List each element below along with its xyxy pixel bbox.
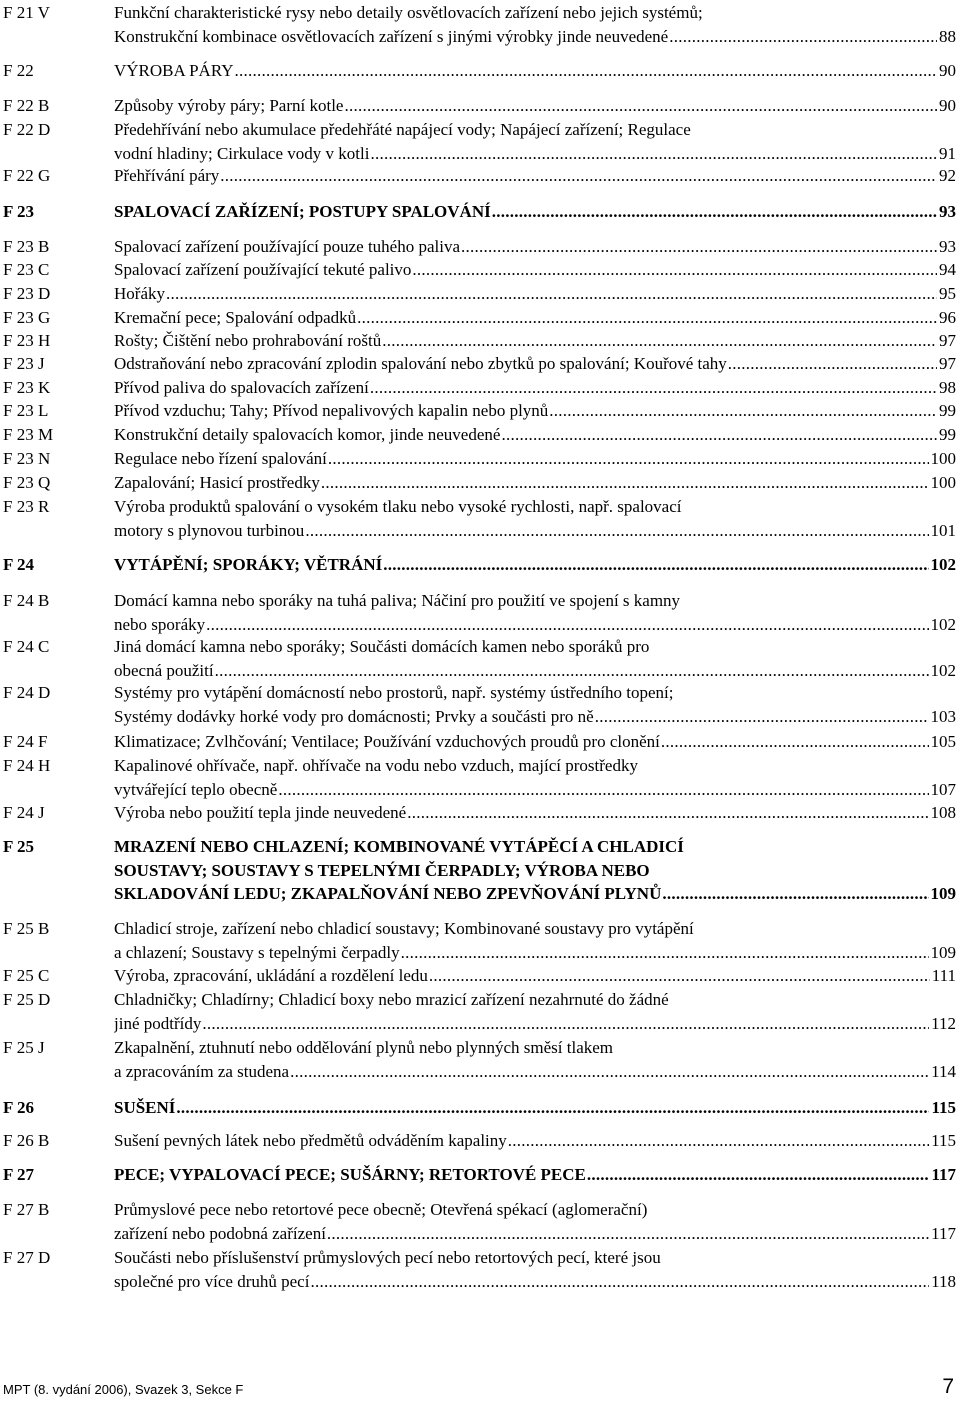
toc-entry-title-line	[114, 964, 956, 988]
toc-entry-page-number: 118	[931, 1271, 956, 1291]
toc-entry-title-line	[114, 282, 956, 306]
toc-entry-title-line	[114, 25, 956, 49]
toc-entry-title	[114, 258, 956, 282]
dot-leader	[429, 964, 930, 988]
toc-entry-code: F 25	[3, 837, 35, 856]
toc-entry-page-number: 95	[939, 284, 956, 303]
toc-entry-page-number: 100	[930, 473, 956, 492]
toc-entry-title-line	[114, 329, 956, 353]
toc-entry	[0, 1246, 960, 1293]
dot-leader	[357, 306, 937, 330]
toc-entry	[0, 282, 960, 306]
toc-entry-title-text: Hořáky	[114, 284, 165, 303]
toc-entry-page-number: 109	[930, 942, 956, 962]
footer-page-number: 7	[942, 1375, 954, 1398]
toc-entry-page-number: 108	[930, 803, 956, 822]
toc-entry-code: F 23 B	[3, 237, 50, 256]
toc-entry-page-number: 93	[939, 202, 956, 221]
toc-entry-title-line: Kapalinové ohřívače, např. ohřívače na vodu nebo vzduch, mající prostředky	[114, 756, 638, 775]
dot-leader	[461, 235, 937, 259]
toc-entry	[0, 59, 960, 83]
toc-entry-title-text: Regulace nebo řízení spalování	[114, 449, 327, 468]
toc-entry	[0, 917, 960, 964]
toc-entry-title-text: Spalovací zařízení používající tekuté palivo	[114, 260, 412, 279]
toc-entry-title-text: motory s plynovou turbinou	[114, 520, 305, 540]
toc-entry-title-line	[114, 59, 956, 83]
toc-entry-title	[114, 200, 956, 224]
toc-entry	[0, 1036, 960, 1083]
toc-entry-title-line	[114, 258, 956, 282]
toc-entry-page-number: 103	[930, 706, 956, 726]
toc-entry-title-text: Výroba nebo použití tepla jinde neuvedené	[114, 803, 407, 822]
toc-entry	[0, 471, 960, 495]
toc-entry-title-line: Domácí kamna nebo sporáky na tuhá paliva; Náčiní pro použití ve spojení s kamny	[114, 591, 681, 610]
toc-entry-title-line: Výroba produktů spalování o vysokém tlaku nebo vysoké rychlosti, např. spalovací	[114, 497, 682, 516]
toc-entry	[0, 1, 960, 48]
toc-entry	[0, 235, 960, 259]
dot-leader	[176, 1096, 929, 1120]
toc-entry-title-line	[114, 1129, 956, 1153]
toc-entry	[0, 399, 960, 423]
toc-entry	[0, 964, 960, 988]
toc-entry-title-text: Zapalování; Hasicí prostředky	[114, 473, 320, 492]
toc-entry-code: F 24 F	[3, 732, 48, 751]
toc-entry-page-number: 117	[931, 1223, 956, 1243]
toc-entry-code: F 27 B	[3, 1200, 50, 1219]
toc-entry-title-line: Chladicí stroje, zařízení nebo chladicí soustavy; Kombinované soustavy pro vytápění	[114, 919, 694, 938]
toc-entry-title-line	[114, 553, 956, 577]
toc-entry-title-line	[114, 659, 956, 683]
toc-entry-title-line	[114, 778, 956, 802]
toc-entry-page-number: 102	[930, 660, 956, 680]
toc-entry-code: F 23 H	[3, 331, 51, 350]
toc-entry-code: F 26	[3, 1098, 35, 1117]
toc-entry-title-text: Spalovací zařízení používající pouze tuhého paliva	[114, 237, 461, 256]
toc-entry-title	[114, 988, 956, 1035]
toc-entry-page-number: 112	[931, 1013, 956, 1033]
toc-entry	[0, 423, 960, 447]
toc-entry-title-text: obecná použití	[114, 660, 214, 680]
toc-entry	[0, 376, 960, 400]
toc-entry-title-line	[114, 1222, 956, 1246]
toc-entry-code: F 23 J	[3, 354, 45, 373]
toc-entry-title-line	[114, 447, 956, 471]
toc-entry	[0, 754, 960, 801]
toc-entry-title-line	[114, 471, 956, 495]
toc-entry-page-number: 107	[930, 779, 956, 799]
toc-entry-code: F 22	[3, 61, 34, 80]
toc-entry-title-line: Předehřívání nebo akumulace předehřáté napájecí vody; Napájecí zařízení; Regulace	[114, 120, 691, 139]
toc-entry	[0, 1129, 960, 1153]
toc-entry-page-number: 115	[931, 1131, 956, 1150]
toc-entry-title-line	[114, 200, 956, 224]
toc-entry-title	[114, 447, 956, 471]
toc-entry-title-line	[114, 730, 956, 754]
toc-entry-title	[114, 59, 956, 83]
toc-entry-title-text: Sušení pevných látek nebo předmětů odváděním kapaliny	[114, 1131, 507, 1150]
toc-entry-title-text: společné pro více druhů pecí	[114, 1271, 310, 1291]
toc-entry-title-line	[114, 164, 956, 188]
toc-entry-title-text: Rošty; Čištění nebo prohrabování roštů	[114, 331, 382, 350]
toc-entry-page-number: 102	[930, 614, 956, 634]
toc-entry-title	[114, 1198, 956, 1245]
toc-entry-code: F 24 H	[3, 756, 51, 775]
dot-leader	[383, 553, 928, 577]
toc-entry-page-number: 94	[939, 260, 956, 279]
toc-entry-title-text: a chlazení; Soustavy s tepelnými čerpadly	[114, 942, 400, 962]
toc-entry-title	[114, 1163, 956, 1187]
toc-entry-title-line	[114, 1163, 956, 1187]
toc-entry-code: F 24 B	[3, 591, 50, 610]
toc-entry-code: F 23 D	[3, 284, 51, 303]
toc-entry-title	[114, 681, 956, 728]
toc-entry-title-line: Součásti nebo příslušenství průmyslových pecí nebo retortových pecí, které jsou	[114, 1248, 661, 1267]
toc-entry-title	[114, 835, 956, 906]
toc-entry-title-line: Chladničky; Chladírny; Chladicí boxy nebo mrazicí zařízení nezahrnuté do žádné	[114, 990, 669, 1009]
dot-leader	[508, 1129, 929, 1153]
toc-entry	[0, 835, 960, 906]
toc-entry-page-number: 102	[930, 555, 956, 574]
dot-leader	[370, 142, 937, 166]
toc-entry-title-line	[114, 306, 956, 330]
toc-entry-title-text: VÝROBA PÁRY	[114, 61, 234, 80]
toc-entry-title-text: Přehřívání páry	[114, 166, 220, 185]
dot-leader	[220, 164, 937, 188]
toc-entry-code: F 22 G	[3, 166, 51, 185]
toc-entry-title	[114, 399, 956, 423]
toc-entry	[0, 553, 960, 577]
toc-entry-title-line	[114, 1060, 956, 1084]
toc-entry-page-number: 109	[930, 884, 956, 903]
toc-entry-title-line	[114, 94, 956, 118]
toc-entry-title	[114, 589, 956, 636]
toc-entry-page-number: 117	[931, 1165, 956, 1184]
toc-entry-code: F 23 R	[3, 497, 50, 516]
toc-entry-title-line	[114, 519, 956, 543]
toc-entry-code: F 25 J	[3, 1038, 45, 1057]
toc-entry-page-number: 114	[931, 1061, 956, 1081]
dot-leader	[587, 1163, 930, 1187]
toc-entry-page-number: 101	[930, 520, 956, 540]
toc-entry-title-line	[114, 1096, 956, 1120]
toc-entry-title-text: Způsoby výroby páry; Parní kotle	[114, 96, 344, 115]
toc-entry-title-text: vytvářející teplo obecně	[114, 779, 278, 799]
toc-entry-page-number: 92	[939, 166, 956, 185]
toc-entry-title	[114, 730, 956, 754]
toc-entry-title-line	[114, 399, 956, 423]
toc-entry-title-text: Konstrukční kombinace osvětlovacích zařízení s jinými výrobky jinde neuvedené	[114, 26, 669, 46]
toc-entry-code: F 23	[3, 202, 35, 221]
toc-entry-title-text: Konstrukční detaily spalovacích komor, jinde neuvedené	[114, 425, 501, 444]
toc-entry	[0, 94, 960, 118]
toc-entry-title	[114, 801, 956, 825]
toc-entry-title	[114, 917, 956, 964]
toc-entry-page-number: 91	[939, 143, 956, 163]
toc-entry-title-line	[114, 235, 956, 259]
toc-entry-title	[114, 329, 956, 353]
toc-entry	[0, 306, 960, 330]
toc-entry-title-line: Průmyslové pece nebo retortové pece obecně; Otevřená spékací (aglomerační)	[114, 1200, 648, 1219]
toc-entry-code: F 24	[3, 555, 35, 574]
dot-leader	[278, 778, 928, 802]
toc-entry-page-number: 90	[939, 61, 956, 80]
toc-entry	[0, 730, 960, 754]
toc-entry-title-text: Kremační pece; Spalování odpadků	[114, 308, 357, 327]
toc-entry-title-line	[114, 352, 956, 376]
toc-entry-code: F 23 N	[3, 449, 51, 468]
toc-entry-code: F 26 B	[3, 1131, 50, 1150]
toc-entry-page-number: 111	[931, 966, 956, 985]
toc-entry-title	[114, 635, 956, 682]
toc-entry-title-line	[114, 705, 956, 729]
toc-entry	[0, 200, 960, 224]
toc-entry-code: F 25 D	[3, 990, 51, 1009]
toc-entry-code: F 23 L	[3, 401, 49, 420]
toc-entry-code: F 24 C	[3, 637, 50, 656]
toc-entry	[0, 329, 960, 353]
toc-entry-title-line	[114, 882, 956, 906]
toc-entry-title	[114, 118, 956, 165]
toc-entry	[0, 447, 960, 471]
toc-entry-title-line: Systémy pro vytápění domácností nebo prostorů, např. systémy ústředního topení;	[114, 683, 674, 702]
toc-entry-title-text: Výroba, zpracování, ukládání a rozdělení ledu	[114, 966, 428, 985]
dot-leader	[235, 59, 937, 83]
toc-entry-title-line	[114, 801, 956, 825]
toc-entry-page-number: 100	[930, 449, 956, 468]
toc-entry	[0, 1198, 960, 1245]
toc-entry-title-text: SPALOVACÍ ZAŘÍZENÍ; POSTUPY SPALOVÁNÍ	[114, 202, 491, 221]
toc-entry-title-line: MRAZENÍ NEBO CHLAZENÍ; KOMBINOVANÉ VYTÁPĚCÍ A CHLADICÍ	[114, 837, 684, 856]
toc-entry-title	[114, 352, 956, 376]
dot-leader	[661, 730, 929, 754]
toc-entry	[0, 801, 960, 825]
dot-leader	[407, 801, 928, 825]
toc-entry-title-text: Přívod paliva do spalovacích zařízení	[114, 378, 369, 397]
toc-entry	[0, 988, 960, 1035]
toc-entry-title	[114, 495, 956, 542]
dot-leader	[328, 447, 929, 471]
toc-entry-code: F 27 D	[3, 1248, 51, 1267]
toc-entry-title-line	[114, 142, 956, 166]
toc-entry	[0, 164, 960, 188]
dot-leader	[166, 282, 937, 306]
toc-entry-title	[114, 306, 956, 330]
dot-leader	[401, 941, 929, 965]
toc-entry	[0, 681, 960, 728]
toc-entry-title-text: a zpracováním za studena	[114, 1061, 290, 1081]
dot-leader	[305, 519, 928, 543]
dot-leader	[206, 613, 928, 637]
dot-leader	[327, 1222, 929, 1246]
toc-entry-title-text: jiné podtřídy	[114, 1013, 202, 1033]
toc-entry-title	[114, 423, 956, 447]
toc-entry-code: F 23 M	[3, 425, 54, 444]
dot-leader	[321, 471, 929, 495]
toc-entry-title-text: vodní hladiny; Cirkulace vody v kotli	[114, 143, 370, 163]
toc-entry-page-number: 105	[930, 732, 956, 751]
toc-entry-code: F 25 B	[3, 919, 50, 938]
toc-entry-code: F 24 D	[3, 683, 51, 702]
toc-entry-title-text: nebo sporáky	[114, 614, 206, 634]
toc-entry	[0, 589, 960, 636]
toc-entry-page-number: 96	[939, 308, 956, 327]
toc-entry-page-number: 99	[939, 401, 956, 420]
toc-entry-title-text: Systémy dodávky horké vody pro domácnosti; Prvky a součásti pro ně	[114, 706, 594, 726]
toc-entry-title-text: SUŠENÍ	[114, 1098, 176, 1117]
toc-entry-code: F 23 G	[3, 308, 51, 327]
toc-entry-page-number: 93	[939, 237, 956, 256]
toc-entry-code: F 21 V	[3, 3, 50, 22]
toc-entry-title-text: zařízení nebo podobná zařízení	[114, 1223, 326, 1243]
toc-entry-title	[114, 1129, 956, 1153]
toc-entry-title-text: Odstraňování nebo zpracování zplodin spalování nebo zbytků po spalování; Kouřové tahy	[114, 354, 727, 373]
toc-entry-page-number: 98	[939, 378, 956, 397]
toc-entry-title	[114, 553, 956, 577]
toc-entry	[0, 352, 960, 376]
dot-leader	[669, 25, 937, 49]
toc-entry-page-number: 97	[939, 331, 956, 350]
toc-entry-code: F 27	[3, 1165, 35, 1184]
toc-entry	[0, 258, 960, 282]
toc-entry-page-number: 90	[939, 96, 956, 115]
toc-entry	[0, 635, 960, 682]
toc-entry-title-text: PECE; VYPALOVACÍ PECE; SUŠÁRNY; RETORTOVÉ PECE	[114, 1165, 586, 1184]
toc-entry	[0, 1163, 960, 1187]
toc-entry-title	[114, 1036, 956, 1083]
toc-entry-title	[114, 471, 956, 495]
dot-leader	[501, 423, 937, 447]
toc-entry-title-line: Jiná domácí kamna nebo sporáky; Součásti domácích kamen nebo sporáků pro	[114, 637, 650, 656]
toc-entry-page-number: 88	[939, 26, 956, 46]
toc-entry-code: F 22 D	[3, 120, 51, 139]
dot-leader	[290, 1060, 929, 1084]
toc-entry-title-line: Funkční charakteristické rysy nebo detaily osvětlovacích zařízení nebo jejich systémů;	[114, 3, 703, 22]
dot-leader	[492, 200, 937, 224]
toc-entry-title	[114, 94, 956, 118]
toc-entry-title-line	[114, 423, 956, 447]
dot-leader	[595, 705, 929, 729]
toc-entry-code: F 25 C	[3, 966, 50, 985]
toc-entry-page-number: 99	[939, 425, 956, 444]
toc-entry-title-text: Přívod vzduchu; Tahy; Přívod nepalivových kapalin nebo plynů	[114, 401, 549, 420]
dot-leader	[728, 352, 937, 376]
dot-leader	[662, 882, 928, 906]
dot-leader	[310, 1270, 929, 1294]
toc-entry-title-line	[114, 941, 956, 965]
toc-entry-title	[114, 1, 956, 48]
dot-leader	[202, 1012, 929, 1036]
dot-leader	[549, 399, 937, 423]
toc-entry-title	[114, 1246, 956, 1293]
toc-entry-title-line	[114, 1270, 956, 1294]
dot-leader	[412, 258, 937, 282]
toc-entry	[0, 118, 960, 165]
toc-entry-code: F 23 C	[3, 260, 50, 279]
toc-entry-title-line: SOUSTAVY; SOUSTAVY S TEPELNÝMI ČERPADLY; VÝROBA NEBO	[114, 860, 650, 880]
toc-entry-title-line	[114, 376, 956, 400]
toc-entry	[0, 1096, 960, 1120]
toc-entry-title-line	[114, 1012, 956, 1036]
dot-leader	[382, 329, 937, 353]
toc-entry-title	[114, 376, 956, 400]
toc-entry-title	[114, 754, 956, 801]
toc-entry-title	[114, 282, 956, 306]
toc-entry-code: F 23 K	[3, 378, 51, 397]
toc-entry-title	[114, 964, 956, 988]
toc-entry-code: F 24 J	[3, 803, 45, 822]
footer-publication: MPT (8. vydání 2006), Svazek 3, Sekce F	[3, 1382, 244, 1397]
dot-leader	[215, 659, 929, 683]
dot-leader	[370, 376, 937, 400]
toc-entry-title	[114, 235, 956, 259]
toc-entry-title-line: Zkapalnění, ztuhnutí nebo oddělování plynů nebo plynných směsí tlakem	[114, 1038, 614, 1057]
toc-entry-code: F 22 B	[3, 96, 50, 115]
toc-entry-title-line	[114, 613, 956, 637]
toc-entry-title-text: VYTÁPĚNÍ; SPORÁKY; VĚTRÁNÍ	[114, 555, 383, 574]
toc-entry-page-number: 97	[939, 354, 956, 373]
toc-entry-code: F 23 Q	[3, 473, 51, 492]
toc-entry-title	[114, 1096, 956, 1120]
dot-leader	[344, 94, 937, 118]
toc-entry-page-number: 115	[931, 1098, 956, 1117]
toc-entry-title-text: Klimatizace; Zvlhčování; Ventilace; Používání vzduchových proudů pro clonění	[114, 732, 660, 751]
toc-entry	[0, 495, 960, 542]
toc-entry-title-text: SKLADOVÁNÍ LEDU; ZKAPALŇOVÁNÍ NEBO ZPEVŇOVÁNÍ PLYNŮ	[114, 884, 662, 903]
toc-entry-title	[114, 164, 956, 188]
